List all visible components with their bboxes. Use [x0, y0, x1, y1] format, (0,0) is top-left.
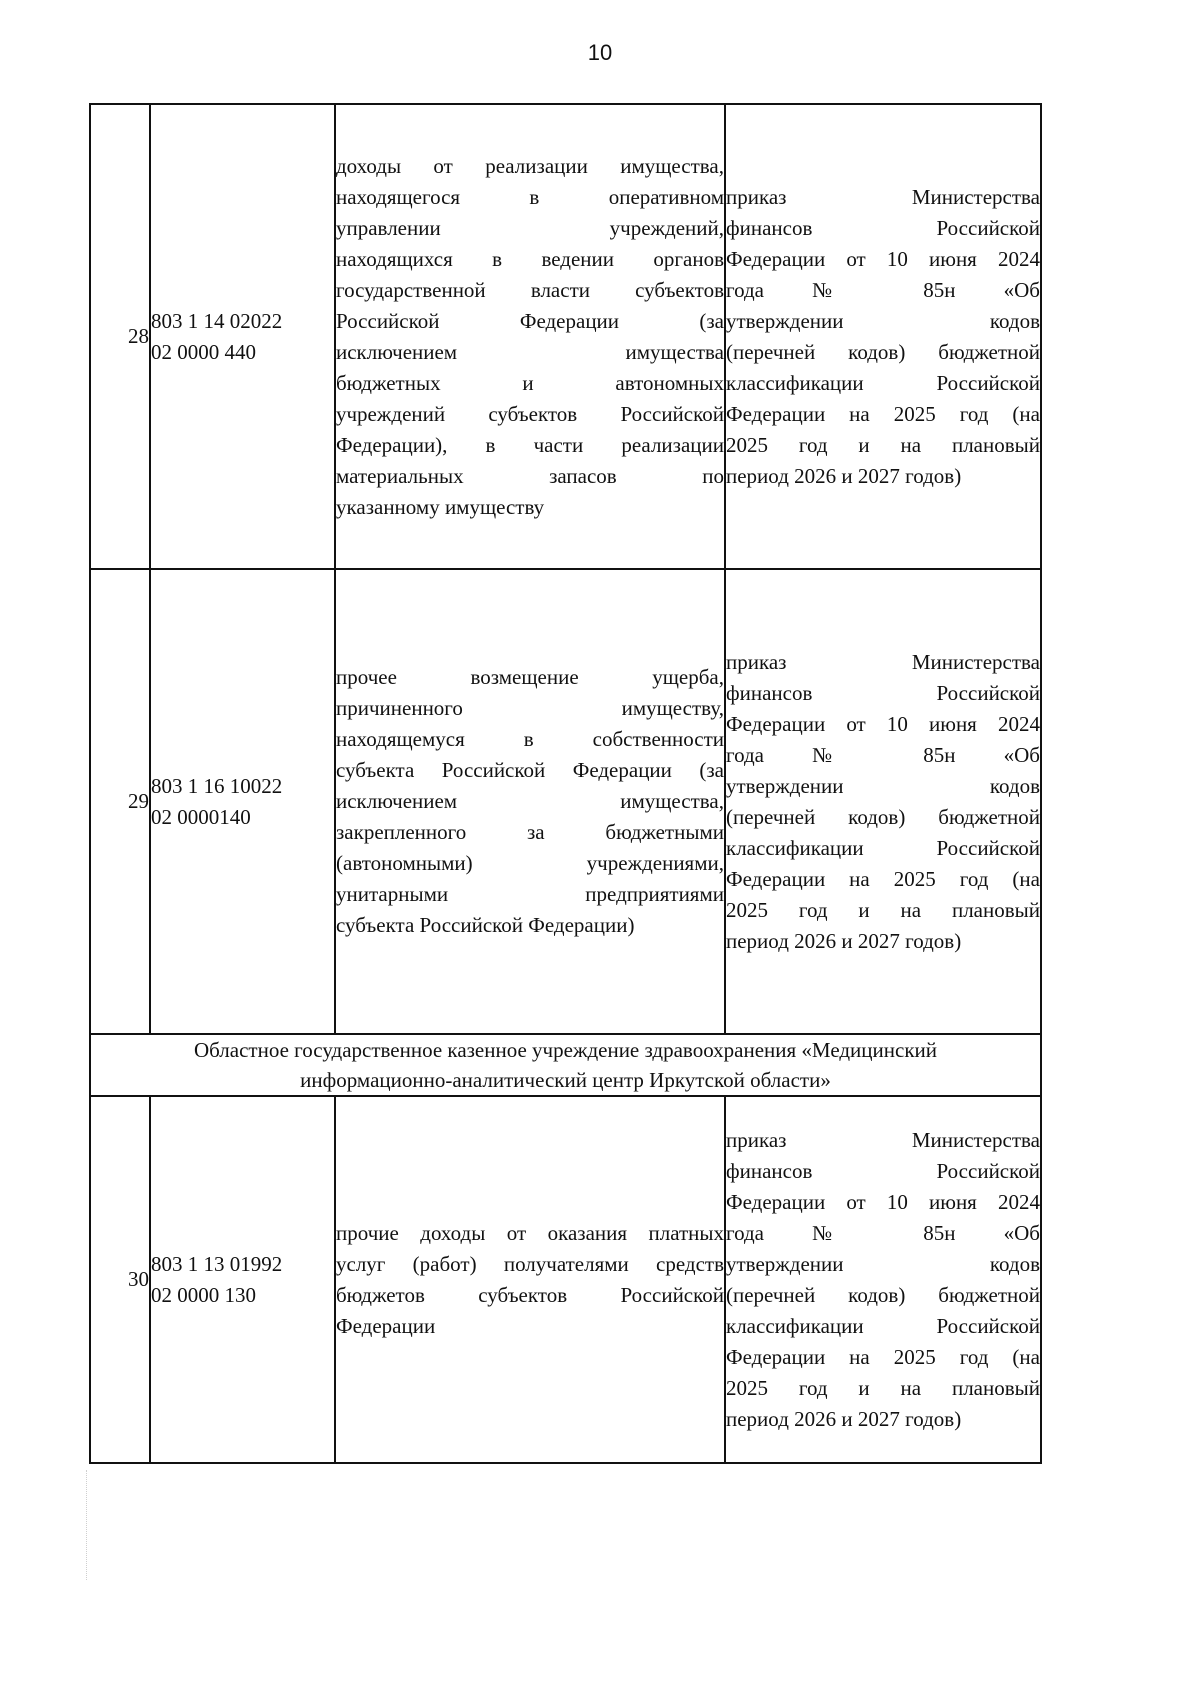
organization-name: Областное государственное казенное учреждение здравоохранения «Медицинский информационно-аналитический центр Иркутской области» [90, 1034, 1041, 1096]
table-row [90, 104, 1041, 569]
table-row [90, 1096, 1041, 1463]
income-description: доходы от реализации имущества, находящегося в оперативном управлении учреждений, находящихся в ведении органов государственной власти субъектов Российской Федерации (за исключением имущества бюджетных и автономных учреждений субъектов Российской Федерации), в части реализации материальных запасов по указанному имуществу [335, 104, 725, 569]
budget-code: 803 1 13 01992 02 0000 130 [150, 1096, 335, 1463]
budget-codes-table [89, 103, 1042, 1464]
income-description: прочие доходы от оказания платных услуг (работ) получателями средств бюджетов субъектов Российской Федерации [335, 1096, 725, 1463]
budget-code: 803 1 14 02022 02 0000 440 [150, 104, 335, 569]
row-number: 30 [90, 1096, 150, 1463]
legal-basis: приказ Министерства финансов Российской Федерации от 10 июня 2024 года № 85н «Об утверждении кодов (перечней кодов) бюджетной классификации Российской Федерации на 2025 год (на 2025 год и на плановый период 2026 и 2027 годов) [725, 569, 1041, 1034]
page-number: 10 [587, 40, 613, 65]
row-number: 29 [90, 569, 150, 1034]
legal-basis: приказ Министерства финансов Российской Федерации от 10 июня 2024 года № 85н «Об утверждении кодов (перечней кодов) бюджетной классификации Российской Федерации на 2025 год (на 2025 год и на плановый период 2026 и 2027 годов) [725, 1096, 1041, 1463]
row-number: 28 [90, 104, 150, 569]
organization-header-row [90, 1034, 1041, 1096]
income-description: прочее возмещение ущерба, причиненного имуществу, находящемуся в собственности субъекта Российской Федерации (за исключением имущества, закрепленного за бюджетными (автономными) учреждениями, унитарными предприятиями субъекта Российской Федерации) [335, 569, 725, 1034]
budget-code: 803 1 16 10022 02 0000140 [150, 569, 335, 1034]
scan-artifact [86, 1470, 89, 1580]
table-row [90, 569, 1041, 1034]
legal-basis: приказ Министерства финансов Российской Федерации от 10 июня 2024 года № 85н «Об утверждении кодов (перечней кодов) бюджетной классификации Российской Федерации на 2025 год (на 2025 год и на плановый период 2026 и 2027 годов) [725, 104, 1041, 569]
